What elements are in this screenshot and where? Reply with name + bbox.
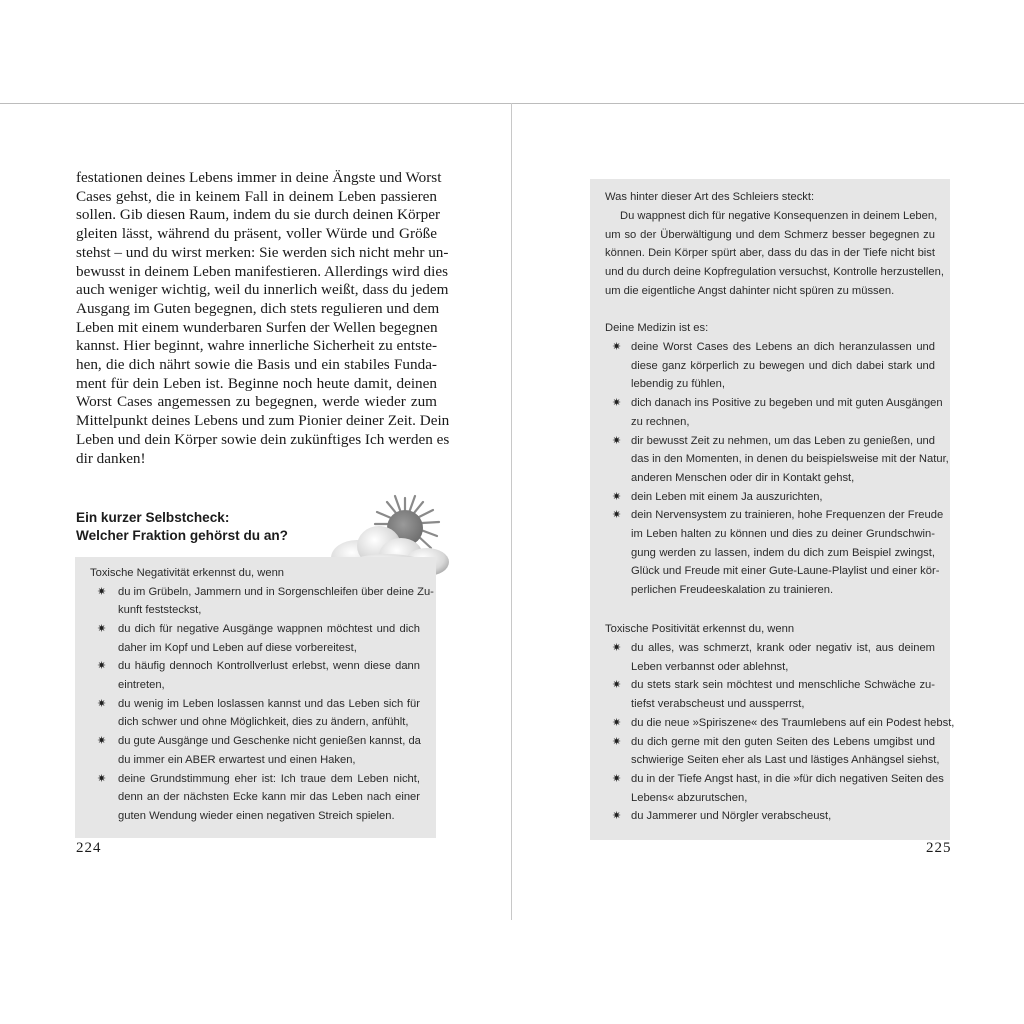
bullet-text-line: du Jammerer und Nörgler verabscheust,	[631, 810, 832, 823]
asterisk-bullet-icon: ✷	[612, 642, 622, 654]
bullet-text-line: kunft feststeckst,	[118, 604, 202, 617]
bullet-text-line: du stets stark sein möchtest und menschliche Schwäche zu-	[631, 679, 935, 692]
bullet-text-line: du immer ein ABER erwartest und einen Haken,	[118, 753, 356, 766]
veil-title: Was hinter dieser Art des Schleiers steckt:	[605, 191, 815, 203]
bullet-text-line: gung werden zu lassen, indem du dich zum Beispiel zwingst,	[631, 546, 935, 559]
bullet-text-line: dich schwer und ohne Möglichkeit, dies zu ändern, anfühlt,	[118, 716, 409, 729]
bullet-text-line: dir bewusst Zeit zu nehmen, um das Leben zu genießen, und	[631, 434, 935, 447]
body-line: gleiten lässt, während du präsent, voller Würde und Größe	[76, 225, 437, 243]
body-line: hen, die dich nährt sowie die Basis und ein stabiles Funda-	[76, 356, 437, 374]
body-line: sollen. Gib diesen Raum, indem du sie durch deinen Körper	[76, 206, 440, 224]
bullet-text-line: guten Wendung wieder einen negativen Streich spielen.	[118, 809, 395, 822]
body-line: Worst Cases angemessen zu begegnen, werde wieder zum	[76, 393, 437, 411]
asterisk-bullet-icon: ✷	[612, 434, 622, 447]
bullet-text-line: du im Grübeln, Jammern und in Sorgenschleifen über deine Zu-	[118, 585, 434, 598]
body-line: festationen deines Lebens immer in deine Ängste und Worst	[76, 169, 442, 186]
bullet-text-line: du die neue »Spiriszene« des Traumlebens auf ein Podest hebst,	[631, 716, 955, 729]
body-line: Leben mit einem wunderbaren Surfen der Wellen begegnen	[76, 318, 438, 336]
bullet-text-line: tiefst verabscheust und aussperrst,	[631, 698, 805, 711]
asterisk-bullet-icon: ✷	[97, 622, 107, 635]
bullet-text-line: lebendig zu fühlen,	[631, 378, 725, 391]
bullet-text-line: das in den Momenten, in denen du beispielsweise mit der Natur,	[631, 453, 949, 466]
asterisk-bullet-icon: ✷	[97, 697, 107, 710]
asterisk-bullet-icon: ✷	[612, 716, 622, 729]
bullet-text-line: eintreten,	[118, 679, 165, 691]
bullet-text-line: du gute Ausgänge und Geschenke nicht genießen kannst, da	[118, 735, 421, 748]
box-intro: Toxische Negativität erkennst du, wenn	[90, 567, 285, 579]
body-line: Cases gehst, die in keinem Fall in deinem Leben passieren	[76, 187, 437, 205]
veil-text-line: und du durch deine Kopfregulation versuchst, Kontrolle herzustellen,	[605, 266, 944, 279]
asterisk-bullet-icon: ✷	[97, 660, 107, 673]
asterisk-bullet-icon: ✷	[612, 490, 622, 503]
bullet-text-line: denn an der nächsten Ecke kann mir das Leben nach einer	[118, 791, 420, 804]
body-line: dir danken!	[76, 449, 146, 467]
selfcheck-heading-line2: Welcher Fraktion gehörst du an?	[76, 528, 288, 543]
bullet-text-line: du dich gerne mit den guten Seiten des Lebens umgibst und	[631, 735, 935, 748]
body-line: ment für dein Leben ist. Beginne noch heute damit, deinen	[76, 374, 437, 392]
bullet-text-line: anderen Menschen oder dir in Kontakt gehst,	[631, 471, 855, 484]
asterisk-bullet-icon: ✷	[612, 341, 622, 353]
bullet-text-line: du dich für negative Ausgänge wappnen möchtest und dich	[118, 622, 420, 635]
body-line: Mittelpunkt deines Lebens und zum Pionier deiner Zeit. Dein	[76, 412, 450, 430]
bullet-text-line: dein Nervensystem zu trainieren, hohe Frequenzen der Freude	[631, 509, 944, 522]
selfcheck-heading-line1: Ein kurzer Selbstcheck:	[76, 510, 230, 525]
bullet-text-line: im Leben halten zu können und dies zu deiner Grundschwin-	[631, 528, 935, 540]
body-paragraph	[76, 169, 450, 468]
bullet-text-line: daher im Kopf und Leben auf diese vorbereitest,	[118, 641, 357, 654]
asterisk-bullet-icon: ✷	[612, 509, 622, 522]
bullet-text-line: dein Leben mit einem Ja auszurichten,	[631, 490, 823, 503]
bullet-text-line: zu rechnen,	[631, 415, 690, 428]
page-number-right: 225	[926, 840, 952, 856]
positivity-title: Toxische Positivität erkennst du, wenn	[605, 623, 795, 635]
bullet-text-line: deine Grundstimmung eher ist: Ich traue dem Leben nicht,	[118, 772, 420, 785]
bullet-text-line: dich danach ins Positive zu begeben und mit guten Ausgängen	[631, 397, 943, 410]
top-rule	[0, 103, 1024, 104]
bullet-text-line: deine Worst Cases des Lebens an dich heranzulassen und	[631, 341, 935, 353]
medicine-title: Deine Medizin ist es:	[605, 322, 709, 334]
body-line: Ausgang im Guten begegnen, dich stets regulieren und dem	[76, 299, 440, 317]
body-line: Leben und dein Körper sowie dein zukünftiges Ich werden es	[76, 430, 450, 448]
asterisk-bullet-icon: ✷	[612, 735, 622, 748]
bullet-text-line: diese ganz körperlich zu bewegen und dich dabei stark und	[631, 359, 935, 372]
toxic-negativity-box	[75, 557, 436, 838]
bullet-text-line: Glück und Freude mit einer Gute-Laune-Playlist und einer kör-	[631, 565, 940, 578]
body-line: bewusst in deinem Leben manifestieren. Allerdings wird dies	[76, 262, 449, 280]
bullet-text-line: du alles, was schmerzt, krank oder negativ ist, aus deinem	[631, 642, 935, 654]
veil-text-line: um so der Überwältigung und dem Schmerz besser begegnen zu	[605, 228, 935, 241]
bullet-text-line: Lebens« abzurutschen,	[631, 791, 748, 804]
asterisk-bullet-icon: ✷	[612, 679, 622, 692]
bullet-text-line: schwierige Seiten eher als Last und lästiges Anhängsel siehst,	[631, 754, 940, 767]
asterisk-bullet-icon: ✷	[97, 585, 107, 598]
veil-text-line: Du wappnest dich für negative Konsequenzen in deinem Leben,	[620, 210, 938, 222]
asterisk-bullet-icon: ✷	[97, 772, 107, 785]
selfcheck-heading	[76, 509, 336, 545]
asterisk-bullet-icon: ✷	[612, 397, 622, 410]
body-line: stehst – und du wirst merken: Sie werden sich nicht mehr un-	[76, 243, 449, 261]
toxic-positivity-box	[590, 179, 955, 840]
bullet-text-line: du in der Tiefe Angst hast, in die »für dich negativen Seiten des	[631, 772, 944, 785]
bullet-text-line: perlichen Freudeeskalation zu trainieren.	[631, 584, 834, 597]
bullet-text-line: du häufig dennoch Kontrollverlust erlebst, wenn diese dann	[118, 660, 420, 673]
bullet-text-line: Leben verbannst oder ablehnst,	[631, 660, 789, 673]
veil-text-line: um die eigentliche Angst dahinter nicht spüren zu müssen.	[605, 284, 895, 297]
book-spine-divider	[511, 103, 512, 920]
asterisk-bullet-icon: ✷	[612, 772, 622, 785]
asterisk-bullet-icon: ✷	[97, 735, 107, 748]
body-line: kannst. Hier beginnt, wahre innerliche Sicherheit zu entste-	[76, 337, 437, 355]
asterisk-bullet-icon: ✷	[612, 810, 622, 823]
page-number-left: 224	[76, 840, 102, 856]
bullet-text-line: du wenig im Leben loslassen kannst und das Leben sich für	[118, 697, 420, 710]
body-line: auch weniger wichtig, weil du innerlich weißt, dass du jedem	[76, 281, 449, 299]
veil-text-line: können. Dein Körper spürt aber, dass du das in der Tiefe nicht bist	[605, 247, 935, 260]
